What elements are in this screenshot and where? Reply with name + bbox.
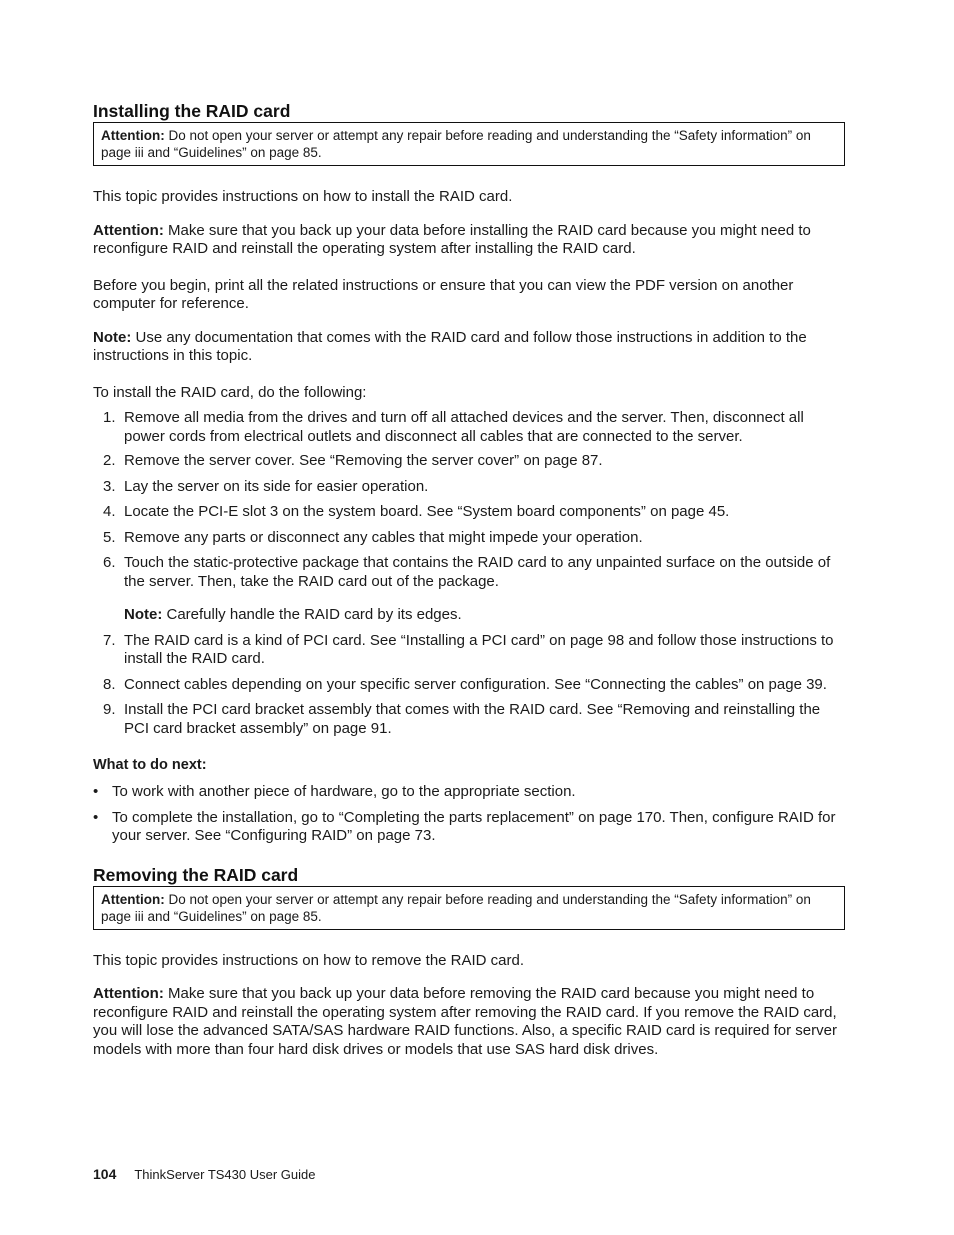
page-content — [93, 100, 845, 1059]
list-item: 2. Remove the server cover. See “Removing the server cover” on page 87. — [103, 452, 603, 469]
attention-text: Do not open your server or attempt any repair before reading and understanding the “Safety information” on page iii and “Guidelines” on page 85. — [101, 128, 811, 160]
attention-text: Do not open your server or attempt any repair before reading and understanding the “Safety information” on page iii and “Guidelines” on page 85. — [101, 891, 811, 924]
attention-paragraph — [93, 222, 845, 259]
steps-intro: To install the RAID card, do the following: — [93, 383, 367, 401]
list-item: • To complete the installation, go to “Completing the parts replacement” on page 170. Then, configure RAID for your server. See “Configuring RAID” on page 73. — [93, 808, 836, 844]
list-item: 3. Lay the server on its side for easier operation. — [103, 477, 429, 495]
note-text: Use any documentation that comes with the RAID card and follow those instructions in addition to the instructions in this topic. — [93, 328, 807, 364]
list-item: 1. Remove all media from the drives and turn off all attached devices and the server. Then, disconnect all power cords from electrical outlets and disconnect all cables that are connected to the server. — [103, 409, 804, 445]
attention-label: Attention: — [93, 221, 164, 239]
attention-box — [93, 886, 845, 930]
intro-paragraph: This topic provides instructions on how to remove the RAID card. — [93, 951, 525, 969]
step-note: Note: Carefully handle the RAID card by its edges. — [124, 606, 462, 623]
page-number: 104 — [93, 1166, 117, 1182]
note-paragraph — [93, 329, 845, 366]
intro-paragraph: This topic provides instructions on how to install the RAID card. — [93, 188, 513, 205]
attention-label: Attention: — [93, 985, 164, 1002]
attention-box — [93, 122, 845, 166]
attention-label: Attention: — [101, 128, 165, 143]
section-title-removing: Removing the RAID card — [93, 864, 299, 885]
next-steps-list — [93, 783, 845, 846]
list-item: 6. Touch the static-protective package that contains the RAID card to any unpainted surface on the outside of the server. Then, take the RAID card out of the package. Note: Carefully handle the RAID card by its edges. — [93, 554, 845, 625]
attention-text: Make sure that you back up your data before installing the RAID card because you might need to reconfigure RAID and reinstall the operating system after installing the RAID card. — [93, 221, 811, 257]
page-footer — [93, 1166, 315, 1182]
list-item: 9. Install the PCI card bracket assembly that comes with the RAID card. See “Removing and reinstalling the PCI card bracket assembly” on page 91. — [103, 701, 821, 737]
list-item: 8. Connect cables depending on your specific server configuration. See “Connecting the cables” on page 39. — [103, 675, 827, 693]
note-label: Note: — [93, 328, 132, 346]
list-item: • To work with another piece of hardware, go to the appropriate section. — [93, 783, 576, 800]
bullet: • — [93, 783, 99, 800]
attention-text: Make sure that you back up your data before removing the RAID card because you might need to reconfigure RAID and reinstall the operating system after removing the RAID card. If you remove the RAID card, you will lose the advanced SATA/SAS hardware RAID functions. Also, a specific RAID card is required for server models with more than four hard disk drives or models that use SAS hard disk drives. — [93, 985, 837, 1058]
attention-paragraph — [93, 985, 845, 1059]
list-item: 4. Locate the PCI-E slot 3 on the system board. See “System board components” on page 45. — [103, 503, 730, 520]
guide-title: ThinkServer TS430 User Guide — [134, 1167, 316, 1182]
steps-list — [93, 409, 845, 738]
attention-label: Attention: — [101, 891, 165, 907]
what-to-do-next-heading: What to do next: — [93, 757, 207, 773]
bullet: • — [93, 808, 99, 826]
before-paragraph: Before you begin, print all the related instructions or ensure that you can view the PDF version on another computer for reference. — [93, 276, 794, 312]
list-item: 7. The RAID card is a kind of PCI card. See “Installing a PCI card” on page 98 and follow those instructions to install the RAID card. — [103, 631, 834, 667]
list-item: 5. Remove any parts or disconnect any cables that might impede your operation. — [103, 528, 643, 546]
section-title-installing: Installing the RAID card — [93, 101, 291, 121]
